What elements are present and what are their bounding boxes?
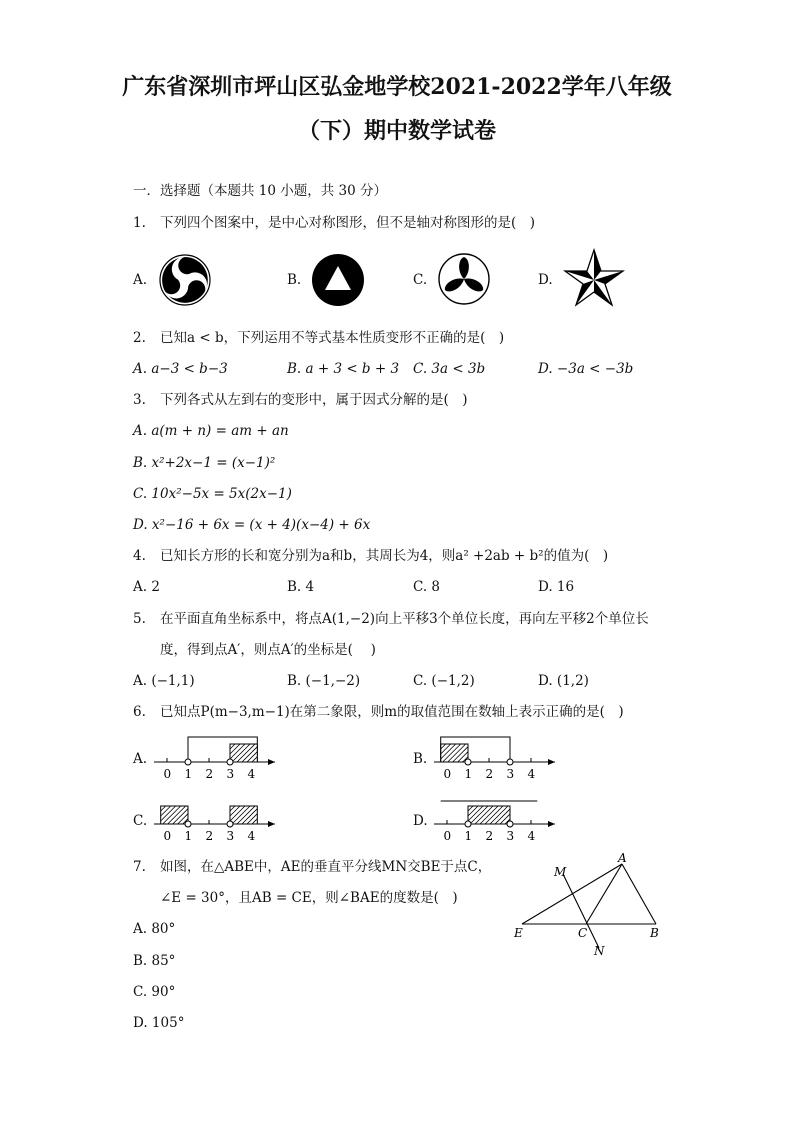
tick-label: 3: [506, 767, 515, 781]
q6-numberline-b: [432, 735, 562, 783]
section-heading: 一．选择题（本题共 10 小题，共 30 分）: [133, 183, 388, 199]
q1-figure-d-star-icon: [562, 248, 626, 310]
q1-figure-a-tomoe-icon: [159, 254, 211, 306]
q1-option-d-label: D.: [538, 272, 553, 288]
q3-stem: 下列各式从左到右的变形中，属于因式分解的是( ): [160, 392, 468, 408]
q1-option-b-label: B.: [287, 272, 302, 288]
q7-option-b: B. 85°: [133, 953, 176, 969]
q1-option-c-label: C.: [413, 272, 428, 288]
q5-stem-line2: 度，得到点A′，则点A′的坐标是( ): [160, 642, 376, 658]
tick-label: 4: [527, 767, 536, 781]
point-label-c: C: [578, 926, 588, 940]
point-label-b: B: [650, 926, 659, 940]
paper-title-line2: （下）期中数学试卷: [297, 118, 496, 144]
tick-label: 3: [226, 829, 235, 843]
q1-stem: 下列四个图案中，是中心对称图形，但不是轴对称图形的是( ): [160, 215, 536, 231]
q7-stem-line2: ∠E = 30°，且AB = CE，则∠BAE的度数是( ): [160, 890, 458, 906]
q5-stem-line1: 在平面直角坐标系中，将点A(1,−2)向上平移3个单位长度，再向左平移2个单位长: [160, 611, 649, 627]
tick-label: 2: [485, 829, 494, 843]
open-endpoint-circle: [465, 759, 471, 765]
hatched-region-right: [230, 806, 257, 824]
open-endpoint-circle: [185, 759, 191, 765]
point-label-n: N: [594, 944, 605, 958]
q2-number: 2.: [133, 330, 146, 346]
paper-title-line1: 广东省深圳市坪山区弘金地学校2021-2022学年八年级: [122, 74, 672, 100]
hatched-region: [468, 806, 510, 824]
q7-option-d: D. 105°: [133, 1015, 185, 1031]
q5-option-c: C. (−1,2): [413, 673, 475, 689]
q3-option-c: C. 10x²−5x = 5x(2x−1): [133, 486, 292, 502]
tick-label: 1: [184, 829, 193, 843]
q6-numberline-d: [432, 797, 562, 845]
tick-label: 2: [205, 829, 214, 843]
q7-triangle-diagram: [505, 848, 675, 960]
q5-number: 5.: [133, 611, 146, 627]
open-endpoint-circle: [507, 759, 513, 765]
hatched-region: [230, 744, 257, 762]
tick-label: 4: [247, 767, 256, 781]
axis-arrow-icon: [268, 821, 275, 827]
tick-label: 3: [506, 829, 515, 843]
q3-option-a: A. a(m + n) = am + an: [133, 423, 289, 439]
q6-option-c-label: C.: [133, 813, 148, 829]
q6-number: 6.: [133, 704, 146, 720]
tick-label: 3: [226, 767, 235, 781]
segment-ea: [522, 864, 622, 924]
open-endpoint-circle: [507, 821, 513, 827]
point-label-a: A: [618, 851, 627, 865]
segment-ab: [622, 864, 656, 924]
q1-figure-c-propeller-icon: [438, 253, 490, 305]
q6-option-a-label: A.: [133, 751, 148, 767]
q1-number: 1.: [133, 215, 146, 231]
tick-label: 0: [443, 829, 452, 843]
tick-label: 4: [247, 829, 256, 843]
q5-option-d: D. (1,2): [538, 673, 589, 689]
q4-option-b: B. 4: [287, 579, 315, 595]
q1-option-a-label: A.: [133, 272, 148, 288]
segment-ac: [586, 864, 622, 924]
axis-arrow-icon: [548, 759, 555, 765]
q2-stem: 已知a < b，下列运用不等式基本性质变形不正确的是( ): [160, 330, 505, 346]
tick-label: 0: [443, 767, 452, 781]
open-endpoint-circle: [465, 821, 471, 827]
q3-number: 3.: [133, 392, 146, 408]
hatched-region-left: [161, 806, 188, 824]
tick-label: 4: [527, 829, 536, 843]
q4-option-a: A. 2: [133, 579, 160, 595]
q2-option-d: D. −3a < −3b: [538, 361, 634, 377]
tick-label: 1: [464, 767, 473, 781]
tick-label: 1: [464, 829, 473, 843]
q6-option-b-label: B.: [413, 751, 428, 767]
q7-number: 7.: [133, 859, 146, 875]
tick-label: 2: [205, 767, 214, 781]
q6-numberline-a: [152, 735, 282, 783]
tick-label: 0: [163, 829, 172, 843]
q4-stem: 已知长方形的长和宽分别为a和b，其周长为4，则a² +2ab + b²的值为( ): [160, 548, 609, 564]
tick-label: 1: [184, 767, 193, 781]
open-endpoint-circle: [227, 821, 233, 827]
q7-option-c: C. 90°: [133, 984, 176, 1000]
q3-option-b: B. x²+2x−1 = (x−1)²: [133, 455, 276, 471]
q2-option-b: B. a + 3 < b + 3: [287, 361, 400, 377]
point-label-m: M: [554, 865, 567, 879]
q4-option-d: D. 16: [538, 579, 575, 595]
tick-label: 0: [163, 767, 172, 781]
q7-option-a: A. 80°: [133, 921, 176, 937]
tick-label: 2: [485, 767, 494, 781]
q4-number: 4.: [133, 548, 146, 564]
axis-arrow-icon: [268, 759, 275, 765]
q2-option-c: C. 3a < 3b: [413, 361, 486, 377]
q3-option-d: D. x²−16 + 6x = (x + 4)(x−4) + 6x: [133, 517, 371, 533]
axis-arrow-icon: [548, 821, 555, 827]
q2-option-a: A. a−3 < b−3: [133, 361, 228, 377]
q1-figure-b-circle-triangle-icon: [311, 253, 365, 307]
point-label-e: E: [514, 926, 523, 940]
q4-option-c: C. 8: [413, 579, 441, 595]
q6-stem: 已知点P(m−3,m−1)在第二象限，则m的取值范围在数轴上表示正确的是( ): [160, 704, 624, 720]
open-endpoint-circle: [185, 821, 191, 827]
q7-stem-line1: 如图，在△ABE中，AE的垂直平分线MN交BE于点C，: [160, 859, 492, 875]
q6-option-d-label: D.: [413, 813, 428, 829]
q5-option-a: A. (−1,1): [133, 673, 195, 689]
q5-option-b: B. (−1,−2): [287, 673, 361, 689]
open-endpoint-circle: [227, 759, 233, 765]
q6-numberline-c: [152, 797, 282, 845]
hatched-region: [441, 744, 468, 762]
